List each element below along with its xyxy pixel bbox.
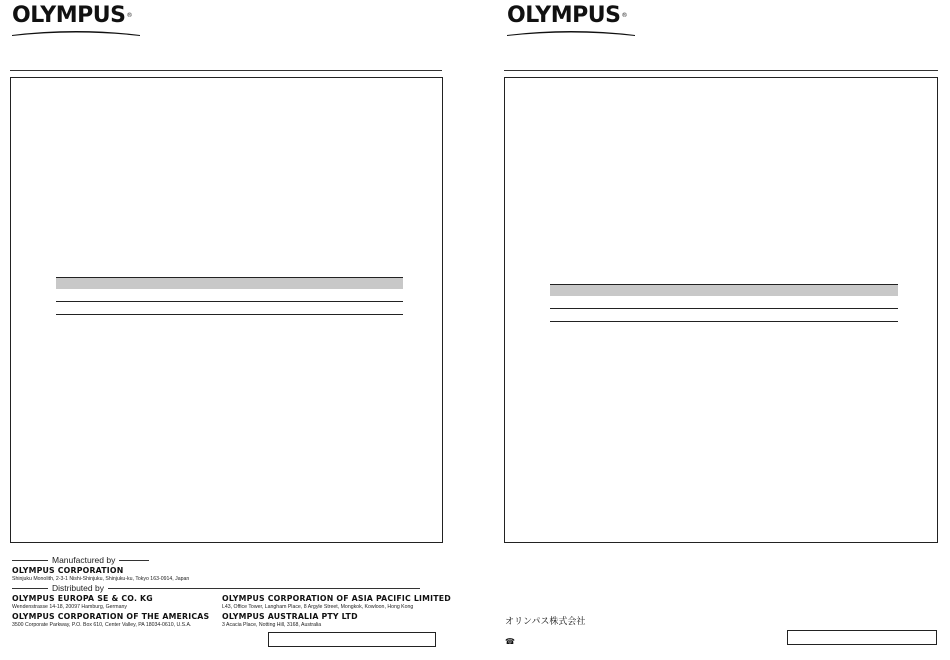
distributed-by-label: Distributed by — [12, 583, 420, 593]
distributor-name: OLYMPUS CORPORATION OF ASIA PACIFIC LIMITED — [222, 594, 451, 603]
manufacturer-name: OLYMPUS CORPORATION — [12, 566, 124, 575]
spec-table — [550, 284, 898, 322]
telephone-icon: ☎ — [505, 637, 515, 646]
distributor-address: 3 Acacia Place, Notting Hill, 3168, Australia — [222, 622, 322, 628]
header-rule — [504, 70, 938, 71]
distributor-name: OLYMPUS EUROPA SE & CO. KG — [12, 594, 153, 603]
table-row — [550, 308, 898, 309]
right-page — [475, 0, 950, 660]
distributor-address: Wendenstrasse 14-18, 20097 Hamburg, Germany — [12, 604, 127, 610]
logo-swoosh-icon — [12, 28, 140, 36]
document-code-box — [787, 630, 937, 645]
logo-swoosh-icon — [507, 28, 635, 36]
distributor-address: 3500 Corporate Parkway, P.O. Box 610, Center Valley, PA 18034-0610, U.S.A. — [12, 622, 192, 628]
manufactured-by-label: Manufactured by — [12, 555, 149, 565]
table-row — [550, 321, 898, 322]
table-header — [550, 284, 898, 296]
spec-table — [56, 277, 403, 315]
manufacturer-address: Shinjuku Monolith, 2-3-1 Nishi-Shinjuku, Shinjuku-ku, Tokyo 163-0914, Japan — [12, 576, 190, 582]
distributor-name: OLYMPUS AUSTRALIA PTY LTD — [222, 612, 358, 621]
table-row — [56, 314, 403, 315]
table-header — [56, 277, 403, 289]
document-code-box — [268, 632, 436, 647]
olympus-logo: OLYMPUS® — [12, 5, 140, 36]
distributor-name: OLYMPUS CORPORATION OF THE AMERICAS — [12, 612, 210, 621]
distributor-address: L43, Office Tower, Langham Place, 8 Argyle Street, Mongkok, Kowloon, Hong Kong — [222, 604, 414, 610]
header-rule — [10, 70, 442, 71]
table-row — [56, 301, 403, 302]
japanese-company-name: オリンパス株式会社 — [505, 617, 586, 627]
olympus-logo: OLYMPUS® — [507, 5, 635, 36]
